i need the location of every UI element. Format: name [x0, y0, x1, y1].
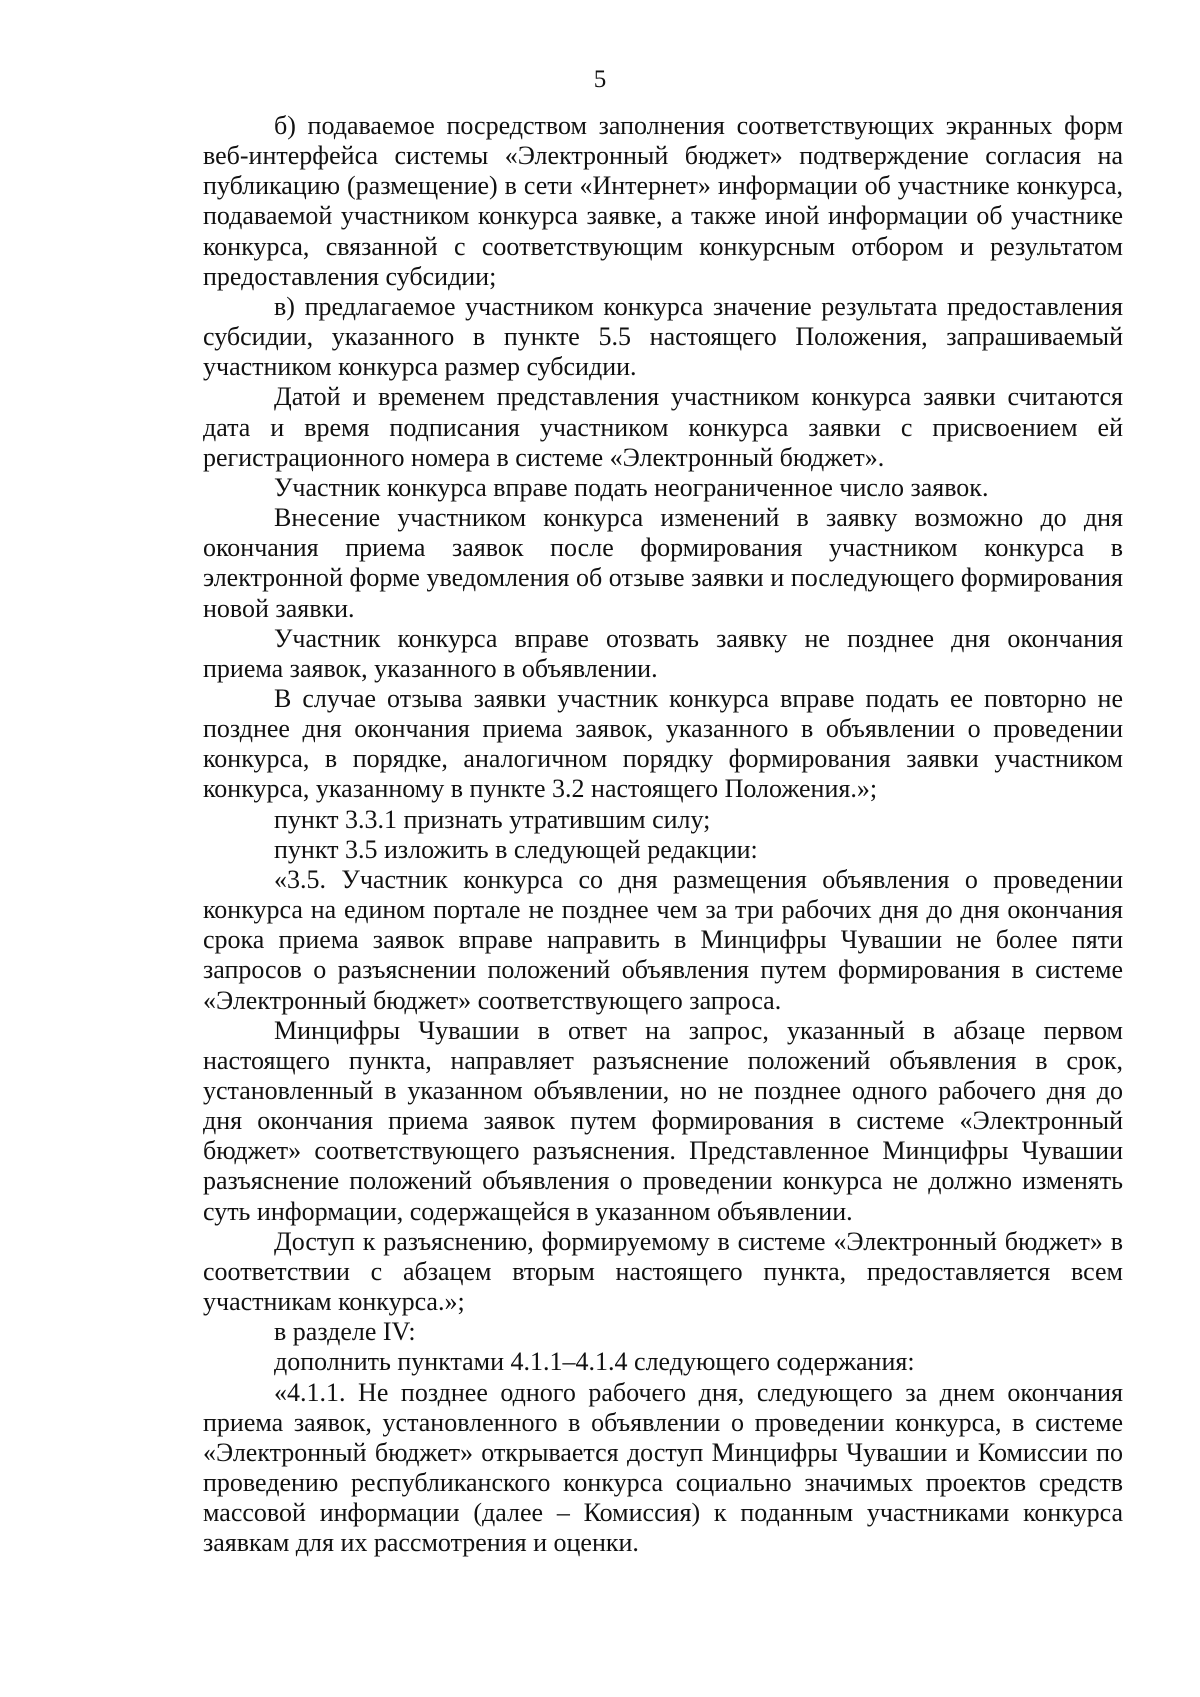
- paragraph: В случае отзыва заявки участник конкурса вправе подать ее повторно не позднее дня окончания приема заявок, указанного в объявлении о проведении конкурса, в порядке, аналогичном порядку формирования заявки участником конкурса, указанному в пункте 3.2 настоящего Положения.»;: [203, 683, 1123, 804]
- paragraph: Доступ к разъяснению, формируемому в системе «Электронный бюджет» в соответствии с абзацем вторым настоящего пункта, предоставляется всем участникам конкурса.»;: [203, 1226, 1123, 1317]
- paragraph: пункт 3.3.1 признать утратившим силу;: [274, 804, 711, 834]
- document-body: [203, 111, 1123, 1559]
- page-number: 5: [593, 66, 607, 93]
- paragraph: «4.1.1. Не позднее одного рабочего дня, следующего за днем окончания приема заявок, установленного в объявлении о проведении конкурса, в системе «Электронный бюджет» открывается доступ Минцифры Чувашии и Комиссии по проведению республиканского конкурса социально значимых проектов средств массовой информации (далее – Комиссия) к поданным участниками конкурса заявкам для их рассмотрения и оценки.: [203, 1377, 1123, 1558]
- paragraph: б) подаваемое посредством заполнения соответствующих экранных форм веб-интерфейса системы «Электронный бюджет» подтверждение согласия на публикацию (размещение) в сети «Интернет» информации об участнике конкурса, подаваемой участником конкурса заявке, а также иной информации об участнике конкурса, связанной с соответствующим конкурсным отбором и результатом предоставления субсидии;: [203, 111, 1123, 291]
- paragraph: Минцифры Чувашии в ответ на запрос, указанный в абзаце первом настоящего пункта, направляет разъяснение положений объявления в срок, установленный в указанном объявлении, но не позднее одного рабочего дня до дня окончания приема заявок путем формирования в системе «Электронный бюджет» соответствующего разъяснения. Представленное Минцифры Чувашии разъяснение положений объявления о проведении конкурса не должно изменять суть информации, содержащейся в указанном объявлении.: [203, 1015, 1123, 1226]
- paragraph: Участник конкурса вправе отозвать заявку не позднее дня окончания приема заявок, указанного в объявлении.: [203, 623, 1123, 683]
- paragraph: в) предлагаемое участником конкурса значение результата предоставления субсидии, указанного в пункте 5.5 настоящего Положения, запрашиваемый участником конкурса размер субсидии.: [203, 291, 1123, 382]
- paragraph: Датой и временем представления участником конкурса заявки считаются дата и время подписания участником конкурса заявки с присвоением ей регистрационного номера в системе «Электронный бюджет».: [203, 382, 1123, 472]
- paragraph: Участник конкурса вправе подать неограниченное число заявок.: [274, 472, 989, 502]
- paragraph: пункт 3.5 изложить в следующей редакции:: [274, 834, 758, 864]
- paragraph: в разделе IV:: [274, 1317, 416, 1347]
- paragraph: Внесение участником конкурса изменений в заявку возможно до дня окончания приема заявок после формирования участником конкурса в электронной форме уведомления об отзыве заявки и последующего формирования новой заявки.: [203, 503, 1123, 623]
- paragraph: «3.5. Участник конкурса со дня размещения объявления о проведении конкурса на едином портале не позднее чем за три рабочих дня до дня окончания срока приема заявок вправе направить в Минцифры Чувашии не более пяти запросов о разъяснении положений объявления путем формирования в системе «Электронный бюджет» соответствующего запроса.: [203, 864, 1123, 1015]
- paragraph: дополнить пунктами 4.1.1–4.1.4 следующего содержания:: [274, 1347, 915, 1377]
